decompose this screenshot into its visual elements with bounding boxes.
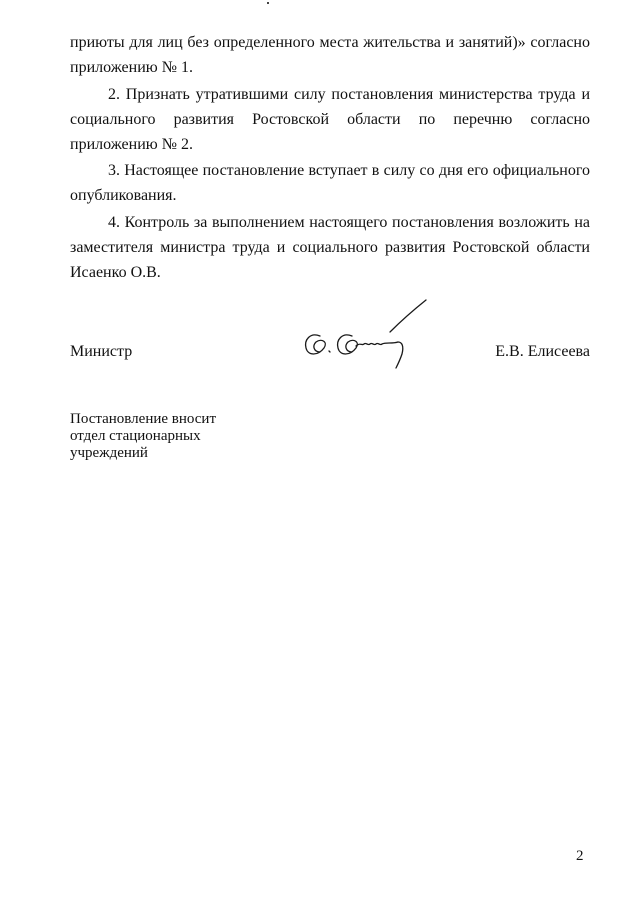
note-line: учреждений bbox=[70, 445, 148, 461]
scan-artifact bbox=[267, 2, 269, 4]
paragraph-item-2: 2. Признать утратившими силу постановления министерства труда и социального развития Ростовской области по перечню согласно приложению № 2. bbox=[70, 86, 590, 153]
page-number: 2 bbox=[576, 848, 584, 864]
paragraph-item-3: 3. Настоящее постановление вступает в силу со дня его официального опубликования. bbox=[70, 162, 590, 204]
handwritten-signature bbox=[298, 298, 430, 370]
body-text-item-2 bbox=[70, 82, 590, 157]
paragraph-item-4: 4. Контроль за выполнением настоящего постановления возложить на заместителя министра труда и социального развития Ростовской области Исаенко О.В. bbox=[70, 214, 590, 281]
note-line: отдел стационарных bbox=[70, 428, 201, 444]
paragraph-continuation: приюты для лиц без определенного места жительства и занятий)» согласно приложению № 1. bbox=[70, 34, 590, 76]
submitter-note bbox=[70, 411, 290, 462]
signatory-name: Е.В. Елисеева bbox=[495, 343, 590, 360]
signatory-title: Министр bbox=[70, 343, 133, 360]
body-text bbox=[70, 30, 590, 80]
body-text-item-3 bbox=[70, 158, 590, 208]
body-text-item-4 bbox=[70, 210, 590, 285]
note-line: Постановление вносит bbox=[70, 411, 217, 427]
